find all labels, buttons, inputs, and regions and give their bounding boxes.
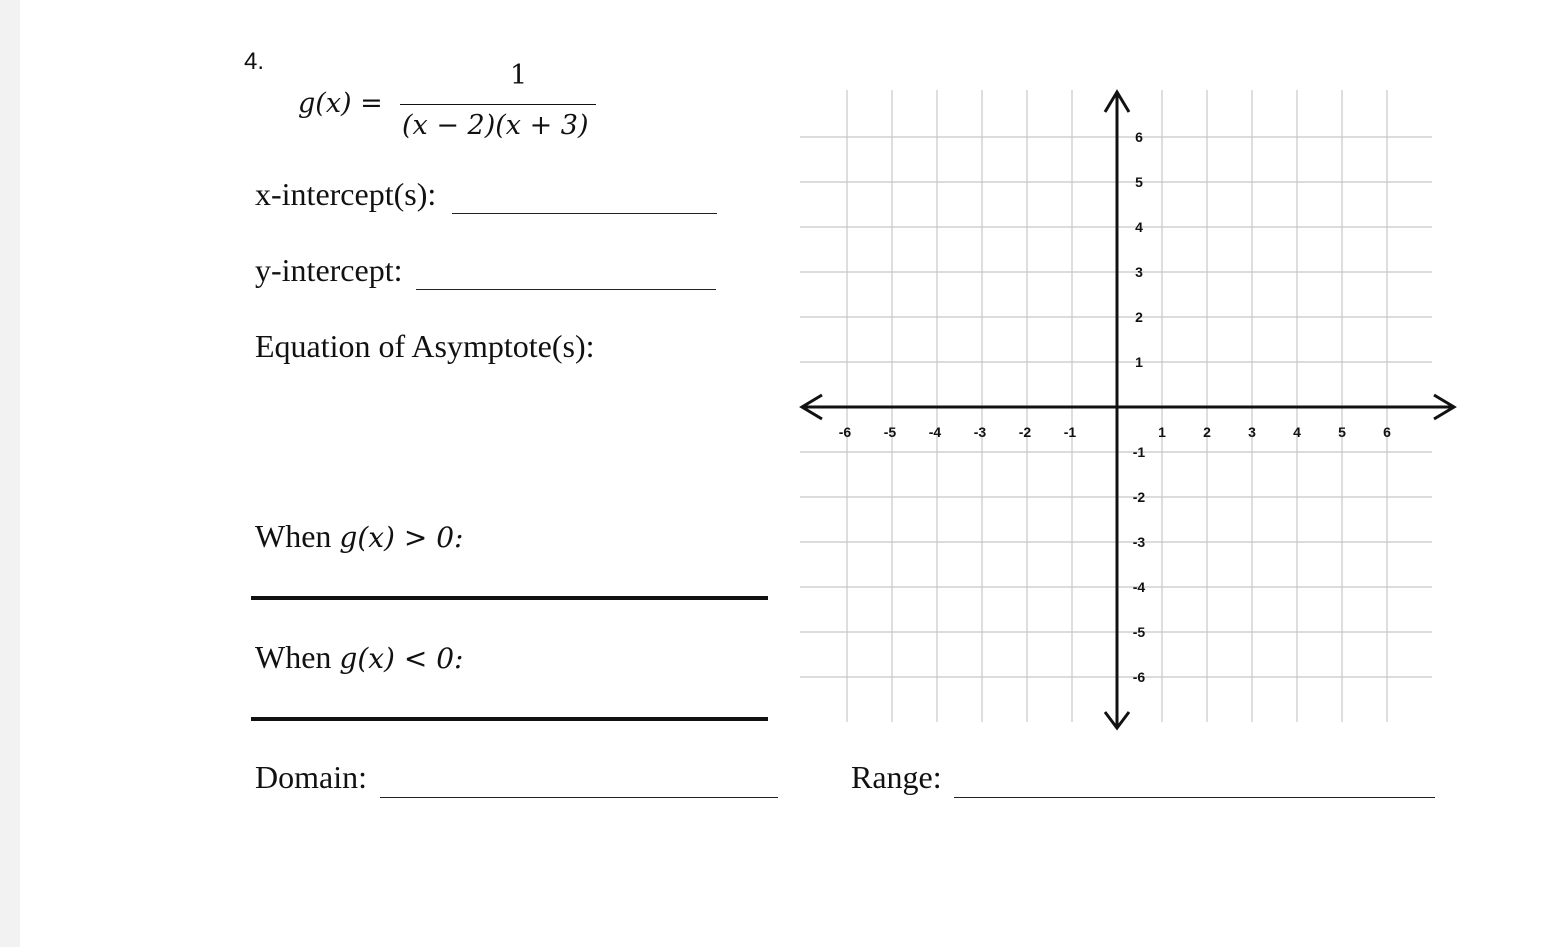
- when-negative-prefix: When: [255, 639, 340, 675]
- y-tick-label: 3: [1135, 264, 1143, 280]
- x-tick-label: 1: [1158, 424, 1166, 440]
- y-tick-label: 1: [1135, 354, 1143, 370]
- x-tick-label: -2: [1018, 424, 1032, 440]
- x-tick-label: -6: [838, 424, 852, 440]
- y-intercept-label: y-intercept:: [255, 252, 403, 288]
- when-negative-label: [255, 639, 463, 676]
- when-positive-prefix: When: [255, 518, 340, 554]
- x-tick-label: 2: [1203, 424, 1211, 440]
- asymptotes-label: Equation of Asymptote(s):: [255, 328, 595, 364]
- range-blank[interactable]: [954, 797, 1435, 798]
- problem-number: 4.: [244, 48, 265, 75]
- x-tick-label: -4: [928, 424, 942, 440]
- x-tick-label: 6: [1383, 424, 1391, 440]
- y-tick-label: -5: [1132, 624, 1146, 640]
- y-intercept-blank[interactable]: [416, 289, 716, 290]
- when-negative-expr: g(x) < 0:: [339, 642, 464, 675]
- y-tick-label: 4: [1135, 219, 1143, 235]
- y-tick-label: -1: [1132, 444, 1146, 460]
- x-tick-label: -5: [883, 424, 897, 440]
- x-tick-label: -3: [973, 424, 987, 440]
- function-lhs: g(x) =: [298, 88, 383, 119]
- domain-blank[interactable]: [380, 797, 778, 798]
- y-tick-label: 6: [1135, 129, 1143, 145]
- when-positive-expr: g(x) > 0:: [339, 521, 464, 554]
- x-tick-label: 4: [1293, 424, 1301, 440]
- x-intercepts-blank[interactable]: [452, 213, 717, 214]
- range-label: Range:: [851, 759, 942, 795]
- worksheet-page: [20, 0, 1545, 947]
- when-negative-answer-line[interactable]: [251, 717, 768, 721]
- domain-label: Domain:: [255, 759, 367, 795]
- x-intercepts-label: x-intercept(s):: [255, 176, 437, 212]
- fraction-bar: [400, 104, 596, 105]
- function-numerator: 1: [510, 60, 528, 91]
- y-tick-label: -6: [1132, 669, 1146, 685]
- asymptotes-answer-area[interactable]: [255, 375, 775, 495]
- coordinate-grid[interactable]: [780, 70, 1480, 750]
- y-tick-label: 5: [1135, 174, 1143, 190]
- y-tick-label: -3: [1132, 534, 1146, 550]
- x-tick-label: 5: [1338, 424, 1346, 440]
- when-positive-answer-line[interactable]: [251, 596, 768, 600]
- y-tick-label: 2: [1135, 309, 1143, 325]
- x-tick-label: 3: [1248, 424, 1256, 440]
- function-denominator: (x − 2)(x + 3): [402, 110, 589, 141]
- y-tick-label: -2: [1132, 489, 1146, 505]
- x-tick-label: -1: [1063, 424, 1077, 440]
- y-tick-label: -4: [1132, 579, 1146, 595]
- when-positive-label: [255, 518, 463, 555]
